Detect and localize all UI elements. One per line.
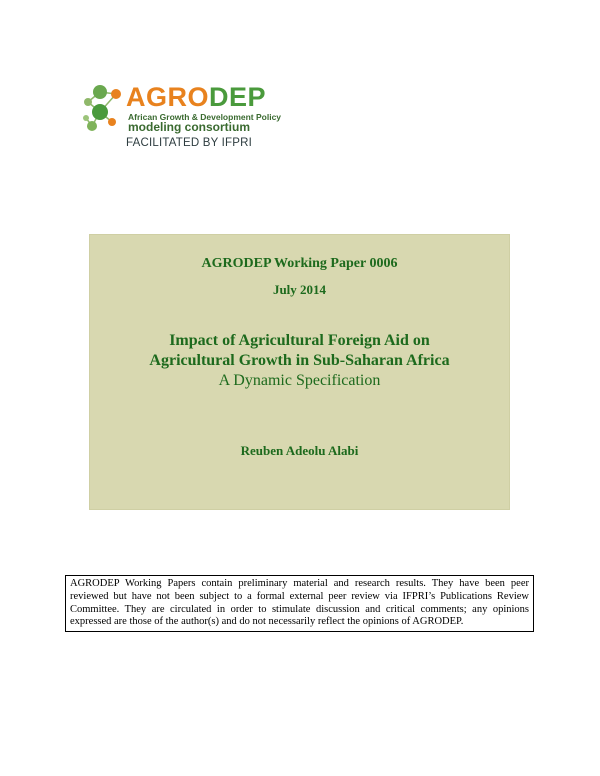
disclaimer-box: AGRODEP Working Papers contain preliminary material and research results. They have been peer reviewed but have not been subject to a formal external peer review via IFPRI’s Publications Review Committee. They are circulated in order to stimulate discussion and critical comments; any opinions expressed are those of the author(s) and do not necessarily reflect the opinions of AGRODEP. bbox=[65, 575, 534, 632]
cover-panel bbox=[89, 234, 510, 510]
series-label: AGRODEP Working Paper 0006 bbox=[201, 256, 398, 271]
logo-facilitated: FACILITATED BY IFPRI bbox=[126, 137, 253, 149]
author-name: Reuben Adeolu Alabi bbox=[240, 443, 359, 458]
logo-wordmark: AGRODEP bbox=[126, 82, 267, 112]
paper-subtitle: A Dynamic Specification bbox=[218, 372, 381, 389]
agrodep-logo bbox=[78, 80, 282, 150]
paper-title bbox=[89, 331, 510, 371]
molecule-logo-icon bbox=[78, 80, 128, 144]
title-line-1: Impact of Agricultural Foreign Aid on bbox=[169, 332, 430, 349]
publication-date: July 2014 bbox=[272, 282, 327, 297]
logo-tagline: African Growth & Development Policy bbox=[128, 112, 282, 122]
logo-subtitle: modeling consortium bbox=[128, 120, 251, 134]
title-line-2: Agricultural Growth in Sub-Saharan Africa bbox=[149, 352, 450, 369]
